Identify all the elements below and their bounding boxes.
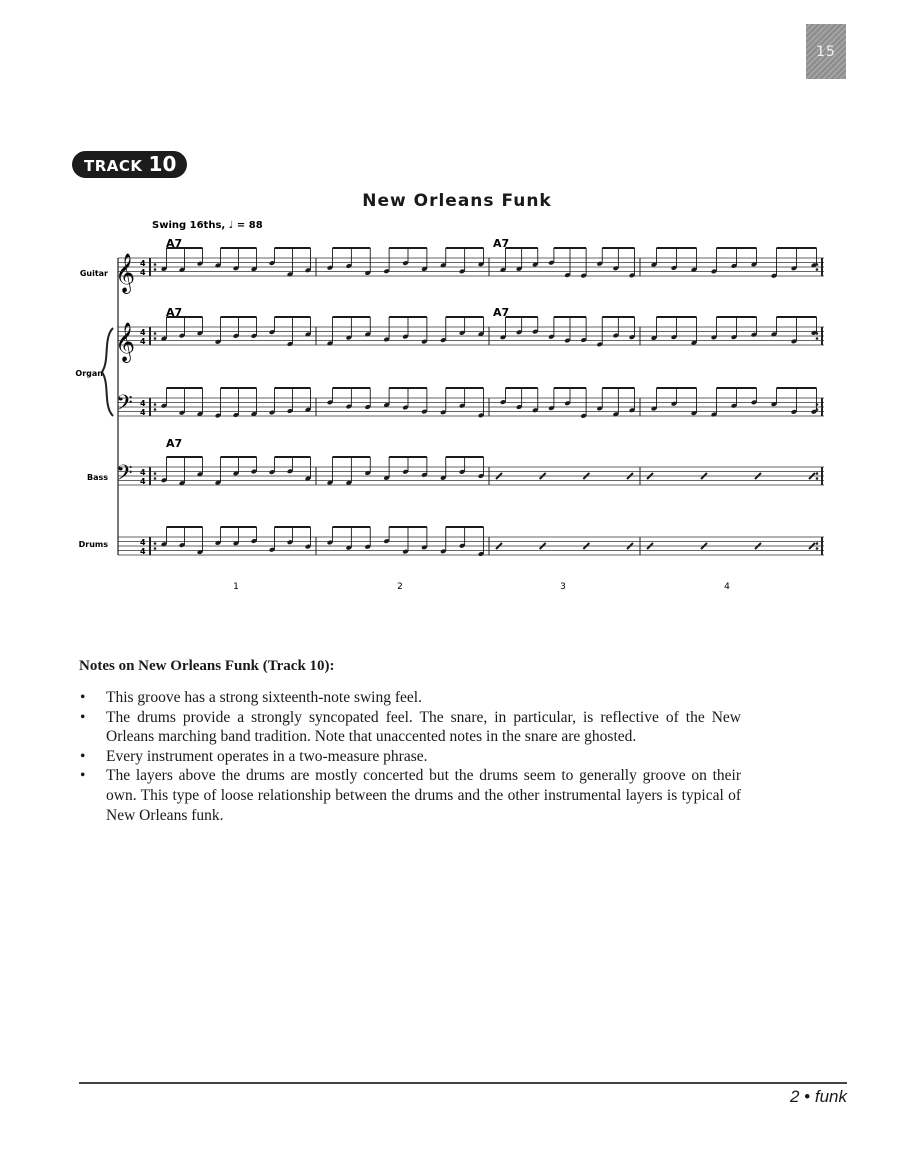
time-signature: 4 bbox=[140, 399, 146, 408]
notes-list-item: • Every instrument operates in a two-measure phrase. bbox=[79, 747, 741, 767]
chord-symbol: A7 bbox=[493, 306, 510, 319]
time-signature: 4 bbox=[140, 477, 146, 486]
track-badge-number: 10 bbox=[148, 152, 177, 176]
footer-rule bbox=[79, 1082, 847, 1084]
instrument-label-organ: Organ bbox=[75, 369, 103, 378]
time-signature: 4 bbox=[140, 408, 146, 417]
instrument-label-guitar: Guitar bbox=[79, 269, 108, 278]
tempo-marking: Swing 16ths, ♩ = 88 bbox=[152, 220, 263, 231]
time-signature: 4 bbox=[140, 328, 146, 337]
repeat-dot bbox=[154, 403, 157, 406]
measure-number: 2 bbox=[397, 582, 403, 592]
notes-list bbox=[79, 688, 741, 825]
chord-symbol: A7 bbox=[166, 237, 183, 250]
repeat-dot bbox=[154, 263, 157, 266]
score-title: New Orleans Funk bbox=[362, 191, 552, 211]
repeat-dot bbox=[154, 542, 157, 545]
treble-clef-icon: 𝄞 bbox=[115, 322, 136, 362]
bass-clef-icon: 𝄢 bbox=[116, 391, 133, 421]
page-number: 15 bbox=[806, 24, 846, 79]
footer-label: 2 • funk bbox=[790, 1087, 847, 1106]
repeat-dot bbox=[816, 477, 819, 480]
measure-number: 3 bbox=[560, 582, 566, 592]
measure-number: 4 bbox=[724, 582, 730, 592]
chord-symbol: A7 bbox=[493, 237, 510, 250]
chord-symbol: A7 bbox=[166, 437, 183, 450]
treble-clef-icon: 𝄞 bbox=[115, 253, 136, 293]
repeat-dot bbox=[816, 547, 819, 550]
notes-list-item: • This groove has a strong sixteenth-note swing feel. bbox=[79, 688, 741, 708]
measure-number: 1 bbox=[233, 582, 239, 592]
time-signature: 4 bbox=[140, 547, 146, 556]
notes-list-item: • The layers above the drums are mostly concerted but the drums seem to generally groove on their own. This type of loose relationship between the drums and the other instrumental layers is typical of New Orleans funk. bbox=[79, 766, 741, 825]
repeat-dot bbox=[154, 332, 157, 335]
repeat-dot bbox=[816, 472, 819, 475]
time-signature: 4 bbox=[140, 268, 146, 277]
repeat-dot bbox=[154, 268, 157, 271]
notes-heading: Notes on New Orleans Funk (Track 10): bbox=[79, 658, 335, 674]
repeat-dot bbox=[816, 337, 819, 340]
track-badge-word: TRACK bbox=[84, 157, 143, 175]
time-signature: 4 bbox=[140, 259, 146, 268]
repeat-dot bbox=[154, 477, 157, 480]
repeat-dot bbox=[816, 268, 819, 271]
time-signature: 4 bbox=[140, 337, 146, 346]
repeat-dot bbox=[154, 408, 157, 411]
repeat-dot bbox=[154, 337, 157, 340]
repeat-dot bbox=[154, 547, 157, 550]
instrument-label-bass: Bass bbox=[86, 473, 108, 482]
time-signature: 4 bbox=[140, 468, 146, 477]
score-notation bbox=[118, 248, 824, 557]
repeat-dot bbox=[154, 472, 157, 475]
bass-clef-icon: 𝄢 bbox=[116, 461, 133, 491]
chord-symbol: A7 bbox=[166, 306, 183, 319]
instrument-label-drums: Drums bbox=[78, 540, 108, 549]
organ-brace bbox=[102, 328, 113, 416]
notes-list-item: • The drums provide a strongly syncopated feel. The snare, in particular, is reflective of the New Orleans marching band tradition. Note that unaccented notes in the snare are ghosted. bbox=[79, 708, 741, 747]
time-signature: 4 bbox=[140, 538, 146, 547]
repeat-dot bbox=[816, 542, 819, 545]
